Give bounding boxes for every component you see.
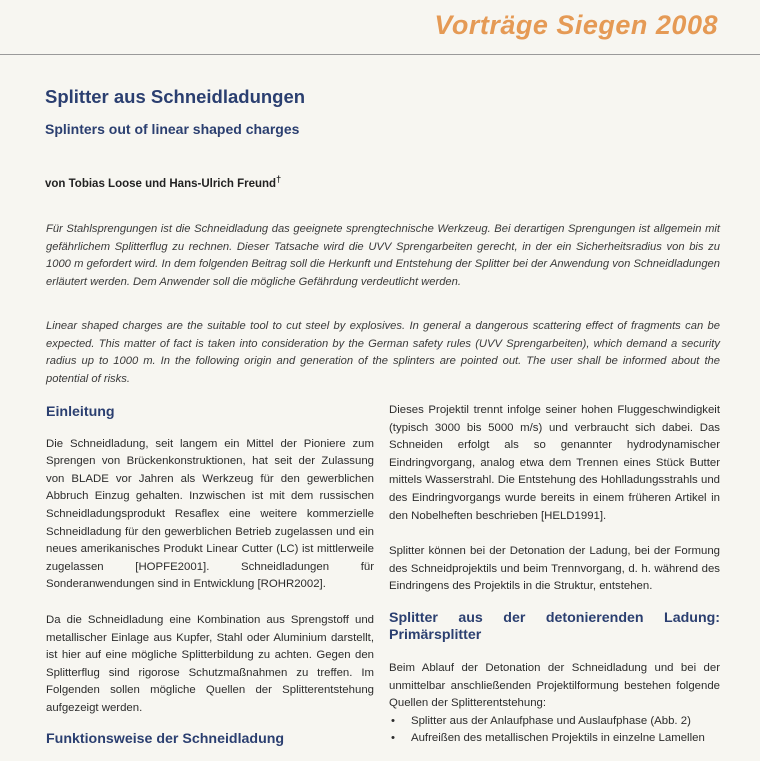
- splitter-source-list: [389, 713, 720, 748]
- right-column: [389, 402, 720, 748]
- abstract-english: Linear shaped charges are the suitable tool to cut steel by explosives. In general a dangerous scattering effect of fragments can be expected. This matter of fact is taken into consideration by the German safety rules (UVV Sprengarbeiten), which demand a security radius up to 1000 m. In the following origin and generation of the splinters are pointed out. The user shall be informed about the potential of risks.: [46, 320, 720, 385]
- article-subtitle: Splinters out of linear shaped charges: [45, 121, 300, 137]
- heading-primaersplitter-line1: Splitter aus der detonierenden Ladung:: [389, 609, 720, 626]
- list-item: • Splitter aus der Anlaufphase und Auslaufphase (Abb. 2): [389, 713, 720, 731]
- left-column: [46, 402, 374, 748]
- intro-paragraph-2: Da die Schneidladung eine Kombination aus Sprengstoff und metallischer Einlage aus Kupfer, Stahl oder Aluminium darstellt, ist hier auf eine mögliche Splitterbildung zu achten. Gegen den Splitterflug sind rigorose Schutzmaßnahmen zu treffen. Im Folgenden sollen mögliche Quellen der Splitterentstehung aufgezeigt werden.: [46, 613, 374, 714]
- author-names: von Tobias Loose und Hans-Ulrich Freund: [45, 177, 277, 190]
- list-item: • Aufreißen des metallischen Projektils in einzelne Lamellen: [389, 730, 720, 748]
- author-line: [45, 174, 281, 190]
- running-head: Vorträge Siegen 2008: [434, 10, 718, 40]
- heading-primaersplitter-line2: Primärsplitter: [389, 626, 482, 643]
- author-footnote-mark: †: [276, 174, 282, 184]
- heading-einleitung: Einleitung: [46, 404, 115, 420]
- projectile-paragraph: Dieses Projektil trennt infolge seiner hohen Fluggeschwindigkeit (typisch 3000 bis 5000 m/s) und verbraucht sich dabei. Das Schneiden erfolgt als so genannter hydrodynamischer Eindringvorgang, analog etwa dem Trennen eines Stück Butter mittels Wasserstrahl. Die Entstehung des Hohlladungsstrahls und des Eindringvorgangs wurde bereits in einem früheren Artikel in den Nobelheften beschrieben [HELD1991].: [389, 404, 720, 522]
- article-title: Splitter aus Schneidladungen: [45, 86, 306, 107]
- detonation-paragraph: Beim Ablauf der Detonation der Schneidladung und bei der unmittelbar anschließenden Projektilformung bestehen folgende Quellen der Splitterentstehung:: [389, 661, 720, 710]
- heading-primaersplitter: [389, 610, 720, 644]
- splitter-sources-paragraph: Splitter können bei der Detonation der Ladung, bei der Formung des Schneidprojektils und beim Trennvorgang, d. h. während des Eindringens des Projektils in die Struktur, entstehen.: [389, 545, 720, 593]
- intro-paragraph-1: Die Schneidladung, seit langem ein Mittel der Pioniere zum Sprengen von Brückenkonstruktionen, hat seit der Zulassung von BLADE vor Jahren als Werkzeug für den gewerblichen Abbruch Einzug gehalten. Inzwischen ist mit dem russischen Schneidladungsprodukt Resaflex eine weitere kommerzielle Schneidladung für den gewerblichen Betrieb zugelassen und ein neues amerikanisches Produkt Linear Cutter (LC) ist mittlerweile zugelassen [HOPFE2001]. Schneidladungen für Sonderanwendungen sind in Entwicklung [ROHR2002].: [46, 437, 374, 591]
- heading-funktionsweise: Funktionsweise der Schneidladung: [46, 730, 285, 747]
- abstract-german: Für Stahlsprengungen ist die Schneidladung das geeignete sprengtechnische Werkzeug. Bei derartigen Sprengungen ist allgemein mit gefährlichem Splitterflug zu rechnen. Dieser Tatsache wird die UVV Sprengarbeiten gerecht, in der ein Sicherheitsradius von bis zu 1000 m gefordert wird. In dem folgenden Beitrag soll die Herkunft und Entstehung der Splitter bei der Anwendung von Schneidladungen erläutert werden. Dem Anwender soll die mögliche Gefährdung verdeutlicht werden.: [46, 223, 720, 288]
- header-rule: [0, 54, 760, 55]
